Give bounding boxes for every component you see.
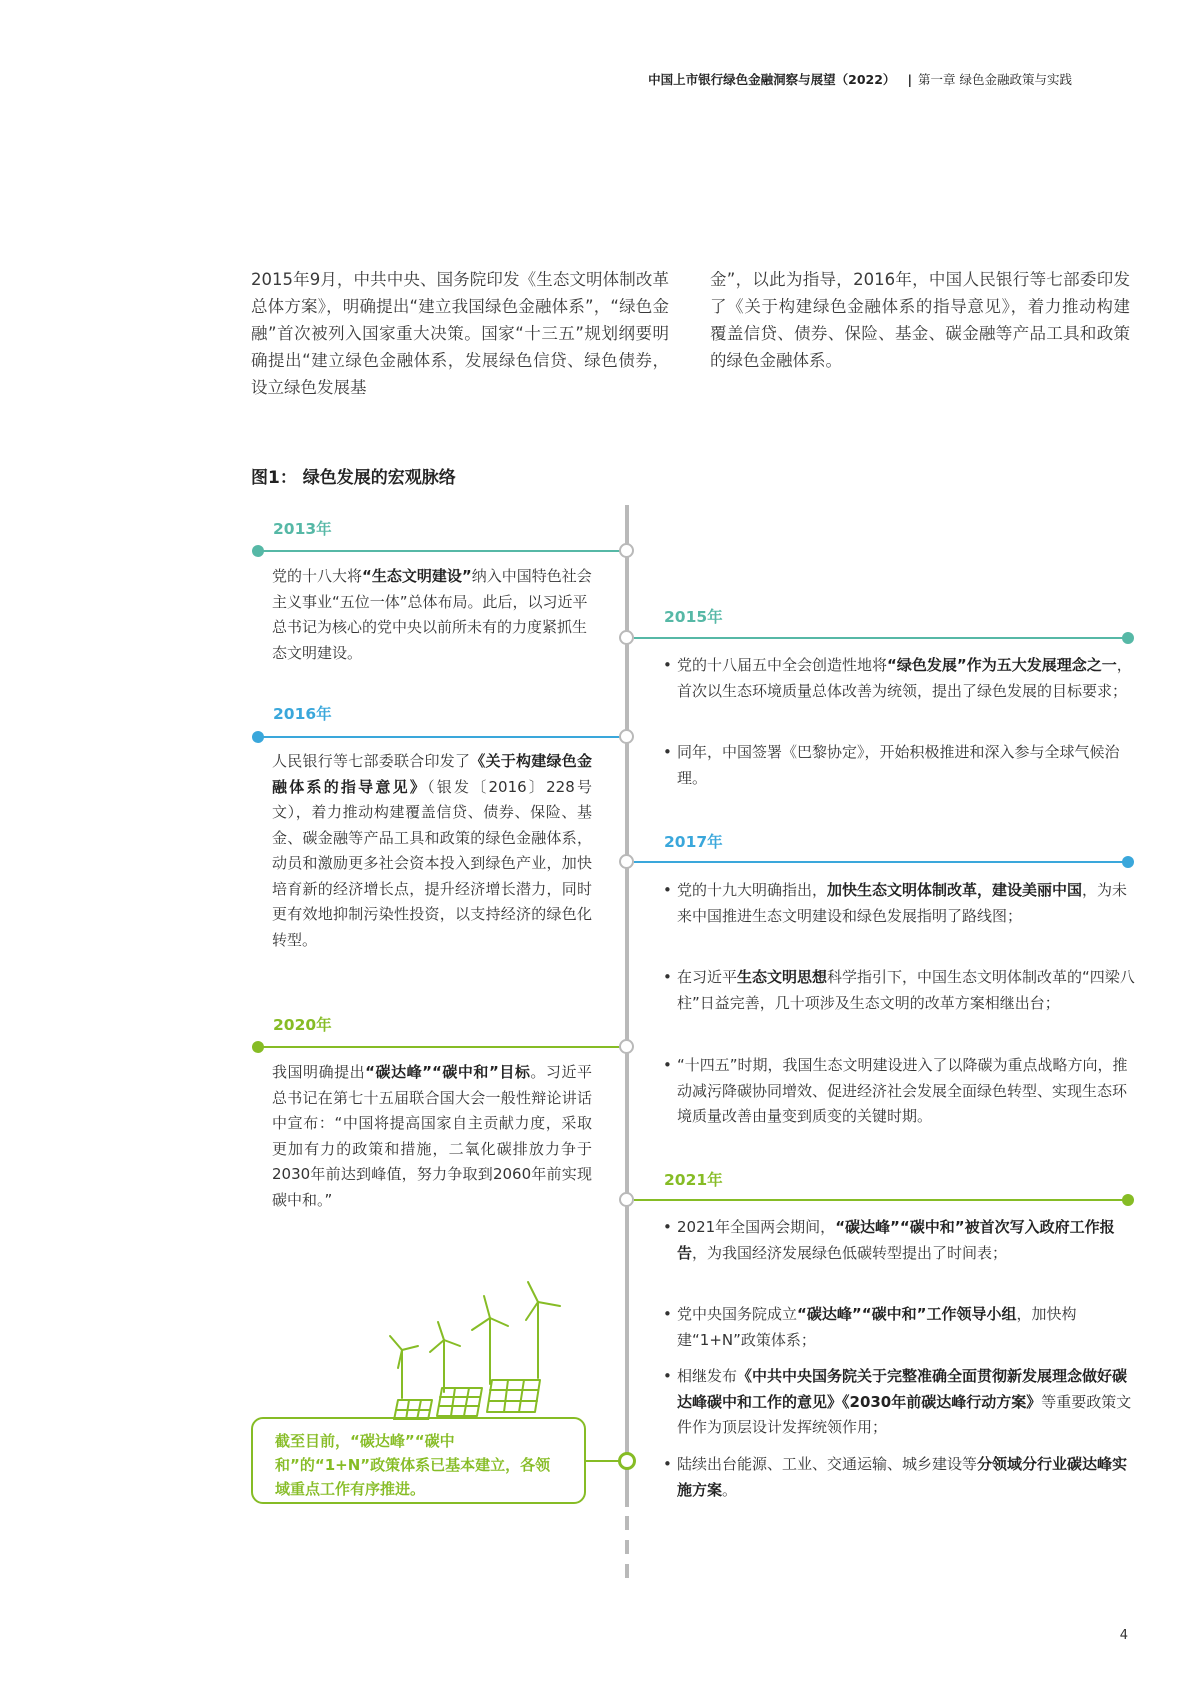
event-2021-bullet-2: • 党中央国务院成立“碳达峰”“碳中和”工作领导小组，加快构建“1+N”政策体系； [663, 1302, 1139, 1353]
timeline-connector-2017 [634, 861, 1124, 863]
timeline-axis-dash [625, 1564, 629, 1578]
chapter-title: 第一章 绿色金融政策与实践 [918, 72, 1072, 87]
timeline-axis-dash [625, 1516, 629, 1530]
running-header [648, 70, 1072, 88]
event-2021-bullet-4: • 陆续出台能源、工业、交通运输、城乡建设等分领域分行业碳达峰实施方案。 [663, 1452, 1139, 1503]
event-2013-text: 党的十八大将“生态文明建设”纳入中国特色社会主义事业“五位一体”总体布局。此后，以习近平总书记为核心的党中央以前所未有的力度紧抓生态文明建设。 [272, 567, 592, 662]
timeline-axis-dash [625, 1540, 629, 1554]
event-2017-bullet-2: • 在习近平生态文明思想科学指引下，中国生态文明体制改革的“四梁八柱”日益完善，几十项涉及生态文明的改革方案相继出台； [663, 965, 1139, 1016]
year-label-2017: 2017年 [664, 833, 723, 851]
year-label-2016: 2016年 [273, 705, 332, 723]
timeline-dot-2021 [1122, 1194, 1134, 1206]
timeline-axis [625, 505, 629, 1507]
axis-node-2016 [619, 729, 634, 744]
timeline-connector-2016 [258, 736, 627, 738]
timeline-connector-2020 [258, 1046, 627, 1048]
event-2021-bullet-1: • 2021年全国两会期间，“碳达峰”“碳中和”被首次写入政府工作报告，为我国经济发展绿色低碳转型提出了时间表； [663, 1215, 1139, 1266]
intro-left-paragraph: 2015年9月，中共中央、国务院印发《生态文明体制改革总体方案》，明确提出“建立我国绿色金融体系”，“绿色金融”首次被列入国家重大决策。国家“十三五”规划纲要明确提出“建立绿色金融体系，发展绿色信贷、绿色债券，设立绿色发展基 [251, 270, 669, 397]
timeline-dot-2015 [1122, 632, 1134, 644]
intro-right-paragraph: 金”，以此为指导，2016年，中国人民银行等七部委印发了《关于构建绿色金融体系的指导意见》，着力推动构建覆盖信贷、债券、保险、基金、碳金融等产品工具和政策的绿色金融体系。 [710, 270, 1130, 370]
wind-turbine-icon [390, 1336, 418, 1398]
solar-panel-icon [487, 1380, 540, 1412]
wind-turbine-icon [430, 1322, 460, 1392]
axis-node-2020 [619, 1039, 634, 1054]
year-label-2021: 2021年 [664, 1171, 723, 1189]
event-2020-text: 我国明确提出“碳达峰”“碳中和”目标。习近平总书记在第七十五届联合国大会一般性辩论讲话中宣布：“中国将提高国家自主贡献力度，采取更加有力的政策和措施，二氧化碳排放力争于2030年前达到峰值，努力争取到2060年前实现碳中和。” [272, 1063, 592, 1209]
axis-node-2015 [619, 630, 634, 645]
event-2015-bullet-1: • 党的十八届五中全会创造性地将“绿色发展”作为五大发展理念之一，首次以生态环境质量总体改善为统领，提出了绿色发展的目标要求； [663, 653, 1139, 704]
figure-title: 图1： 绿色发展的宏观脉络 [251, 468, 456, 488]
year-label-2013: 2013年 [273, 520, 332, 538]
axis-node-2021 [619, 1192, 634, 1207]
year-label-2015: 2015年 [664, 608, 723, 626]
wind-turbine-icon [526, 1282, 560, 1378]
event-2016-text: 人民银行等七部委联合印发了《关于构建绿色金融体系的指导意见》（银发〔2016〕228号文），着力推动构建覆盖信贷、债券、保险、基金、碳金融等产品工具和政策的绿色金融体系，动员和激励更多社会资本投入到绿色产业，加快培育新的经济增长点，提升经济增长潜力，同时更有效地抑制污染性投资，以支持经济的绿色化转型。 [272, 752, 592, 949]
timeline-connector-2021 [634, 1199, 1124, 1201]
wind-solar-illustration [380, 1280, 590, 1420]
header-separator: | [907, 72, 913, 87]
timeline-connector-2013 [258, 550, 627, 552]
axis-node-2017 [619, 854, 634, 869]
wind-turbine-icon [472, 1296, 508, 1384]
event-2017-bullet-3: • “十四五”时期，我国生态文明建设进入了以降碳为重点战略方向，推动减污降碳协同增效、促进经济社会发展全面绿色转型、实现生态环境质量改善由量变到质变的关键时期。 [663, 1053, 1139, 1130]
axis-node-current [618, 1452, 636, 1470]
year-label-2020: 2020年 [273, 1016, 332, 1034]
summary-callout-text: 截至目前，“碳达峰”“碳中和”的“1+N”政策体系已基本建立，各领域重点工作有序推进。 [275, 1432, 551, 1498]
report-title: 中国上市银行绿色金融洞察与展望（2022） [648, 72, 896, 87]
axis-node-2013 [619, 543, 634, 558]
timeline-connector-2015 [634, 637, 1124, 639]
timeline-dot-2017 [1122, 856, 1134, 868]
page-number: 4 [1119, 1628, 1128, 1643]
summary-callout [251, 1417, 586, 1504]
event-2015-bullet-2: • 同年，中国签署《巴黎协定》，开始积极推进和深入参与全球气候治理。 [663, 740, 1139, 791]
event-2021-bullet-3: • 相继发布《中共中央国务院关于完整准确全面贯彻新发展理念做好碳达峰碳中和工作的意见》《2030年前碳达峰行动方案》等重要政策文件作为顶层设计发挥统领作用； [663, 1364, 1139, 1441]
event-2017-bullet-1: • 党的十九大明确指出，加快生态文明体制改革，建设美丽中国，为未来中国推进生态文明建设和绿色发展指明了路线图； [663, 878, 1139, 929]
